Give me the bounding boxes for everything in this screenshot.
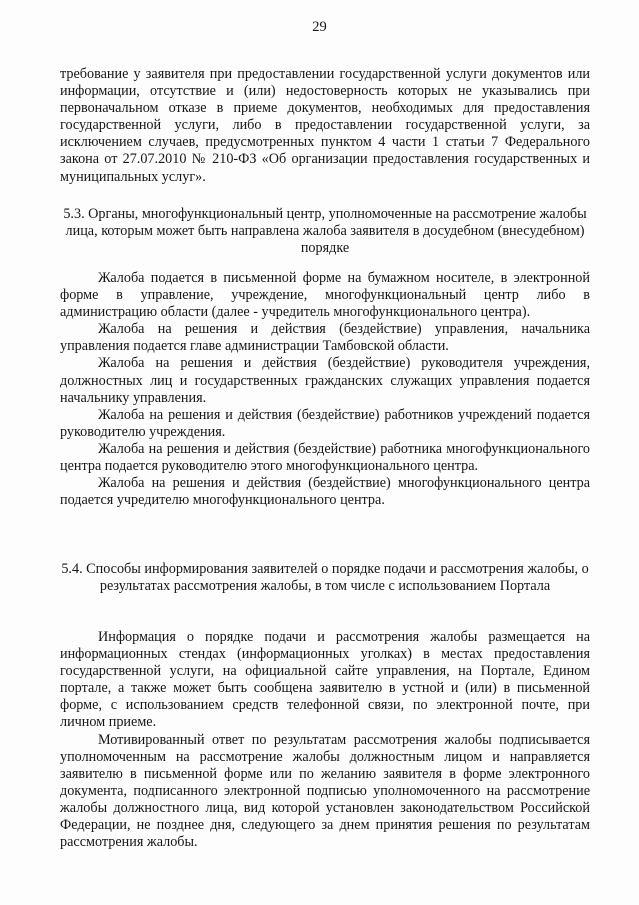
intro-text: требование у заявителя при предоставлении государственной услуги документов или информации, отсутствие и (или) недостоверность которых не указывались при первоначальном отказе в приеме документов, необходимых для предоставления государственной услуги, либо в предоставлении государственной услуги, за исключением случаев, предусмотренных пунктом 4 части 1 статьи 7 Федерального закона от 27.07.2010 № 210-ФЗ «Об организации предоставления государственных и муниципальных услуг». (60, 66, 590, 185)
paragraph: Жалоба на решения и действия (бездействие) работника многофункционального центра подается руководителю этого многофункционального центра. (60, 440, 590, 475)
section-5-4-heading: 5.4. Способы информирования заявителей о порядке подачи и рассмотрения жалобы, о результатах рассмотрения жалобы, в том числе с использованием Портала (61, 561, 589, 595)
paragraph: Информация о порядке подачи и рассмотрения жалобы размещается на информационных стендах (информационных уголках) в местах предоставления государственной услуги, на официальной сайте управления, на Портале, Едином портале, а также может быть сообщена заявителю в устной и (или) в письменной форме, с использованием средств телефонной связи, по электронной почте, при личном приеме. (60, 629, 590, 731)
paragraph: Жалоба на решения и действия (бездействие) управления, начальника управления подается главе администрации Тамбовской области. (60, 321, 590, 355)
paragraph: Жалоба на решения и действия (бездействие) руководителя учреждения, должностных лиц и государственных гражданских служащих управления подается начальнику управления. (60, 355, 590, 406)
section-5-3-heading: 5.3. Органы, многофункциональный центр, уполномоченные на рассмотрение жалобы лица, которым может быть направлена жалоба заявителя в досудебном (внесудебном) порядке (63, 206, 587, 257)
intro-paragraph (60, 66, 590, 186)
paragraph: Мотивированный ответ по результатам рассмотрения жалобы подписывается уполномоченным на рассмотрение жалобы должностным лицом и направляется заявителю в письменной форме или по желанию заявителя в форме электронного документа, подписанного электронной подписью уполномоченного на рассмотрение жалобы должностного лица, вид которой установлен законодательством Российской Федерации, не позднее дня, следующего за днем принятия решения по результатам рассмотрения жалобы. (60, 731, 590, 851)
paragraph: Жалоба на решения и действия (бездействие) многофункционального центра подается учредителю многофункционального центра. (60, 475, 590, 509)
section-5-4-body (60, 629, 590, 851)
page-number: 29 (312, 19, 327, 35)
paragraph: Жалоба на решения и действия (бездействие) работников учреждений подается руководителю учреждения. (60, 406, 590, 440)
paragraph: Жалоба подается в письменной форме на бумажном носителе, в электронной форме в управление, учреждение, многофункциональный центр либо в администрацию области (далее - учредитель многофункционального центра). (60, 270, 590, 321)
section-5-3-body (60, 270, 590, 509)
